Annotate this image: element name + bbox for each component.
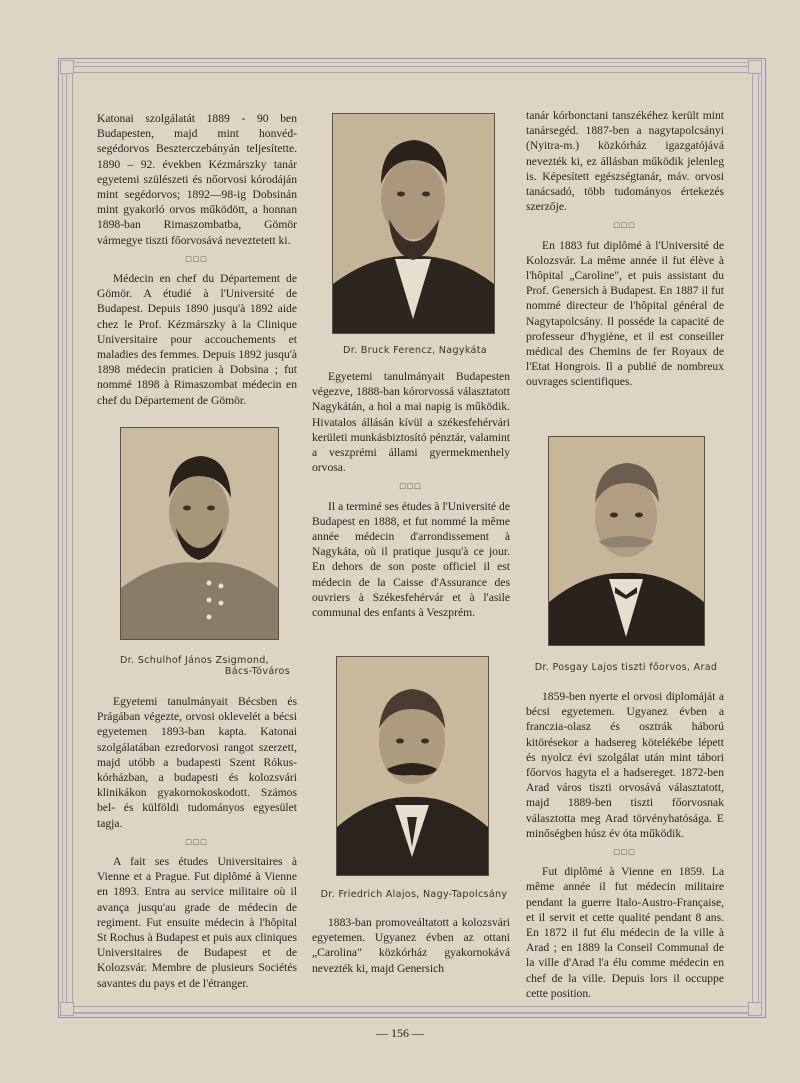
corner-ornament (748, 1002, 762, 1016)
caption-schulhof-place: Bács-Tóváros (224, 666, 290, 677)
portrait-photo-posgay (548, 436, 705, 646)
caption-bruck: Dr. Bruck Ferencz, Nagykáta (343, 345, 487, 356)
right-column-bottom (526, 689, 724, 1001)
paragraph-french: Fut diplômé à Vienne en 1859. La même année il fut médecin militaire pendant la guerre Italo-Austro-Française, et il servit et cette qualité pendant 8 ans. En 1872 il fut élu médecin de la ville à Arad ; en 1889 la Conseil Communal de la ville d'Arad l'a élu comme médecin en chef de la ville. Depuis lors il occuppe cette position. (526, 865, 724, 1000)
page-number: — 156 — (376, 1026, 424, 1040)
paragraph-hungarian: Katonai szolgálatát 1889 - 90 ben Budapesten, majd mint honvéd-segédorvos Beszterczebányán teljesítette. 1890 – 92. években Kézmárszky tanár egyetemi szülészeti és nőorvosi kórodáján mint segédorvos; 1892—98-ig Dobsinán mint gyakorló orvos működött, a honnan 1898-ban Rimaszombatba, Gömör vármegye tiszti főorvosává neveztetett ki. (97, 112, 297, 247)
border-band-bottom (70, 1006, 752, 1013)
corner-ornament (748, 60, 762, 74)
paragraph-hungarian: 1883-ban promoveáltatott a kolozsvári egyetemen. Ugyanez évben az ottani „Carolina" közkórház gyakornokává nevezték ki, majd Genersich (312, 916, 510, 975)
border-band-right (752, 70, 759, 1010)
left-column-bottom (97, 694, 297, 991)
middle-column-bottom (312, 915, 510, 976)
border-band-left (66, 70, 73, 1010)
section-separator: □□□ (613, 847, 637, 858)
caption-schulhof (120, 655, 300, 677)
corner-ornament (60, 1002, 74, 1016)
portrait-photo-schulhof (120, 427, 279, 640)
paragraph-hungarian: 1859-ben nyerte el orvosi diplomáját a bécsi egyetemen. Ugyanez évben a franczia-olasz és osztrák háború kitörésekor a hadsereg kötelékébe lépett és nyolcz évi szolgálat után mint tábori főorvos hagyta el a hadsereget. 1872-ben Arad város tiszti orvosává választatott, majd 1889-ben tiszti főorvosnak választotta meg Arad törvényhatósága. E minőségben húsz év óta működik. (526, 690, 724, 840)
section-separator: □□□ (613, 220, 637, 231)
paragraph-french: Médecin en chef du Département de Gömör. A étudié à l'Université de Budapest. Depuis 1890 jusqu'à 1892 aide chez le Prof. Kézmárszky à la Clinique Universitaire pour accouchements et maladies des femmes. Depuis 1892 jusqu'à 1898 médecin praticien à Dobsina ; fut nommé 1898 à Rimaszombat médecin en chef du Département de Gömör. (97, 272, 297, 407)
left-column-top (97, 111, 297, 408)
portrait-photo-friedrich (336, 656, 489, 876)
border-band-top (70, 66, 752, 73)
caption-schulhof-name: Dr. Schulhof János Zsigmond, (120, 655, 269, 666)
portrait-image (549, 437, 704, 645)
paragraph-hungarian: tanár kórbonctani tanszékéhez került mint tanársegéd. 1887-ben a nagytapolcsányi (Nyitra-m.) közkórház igazgatójává nevezték ki, ez állásban működik jelenleg is. Képesített egészségtanár, máv. orvosi tanácsadó, több tudományos értekezés szerzője. (526, 109, 724, 214)
paragraph-hungarian: Egyetemi tanulmányait Bécsben és Prágában végezte, orvosi oklevelét a bécsi egyetemen 1893-ban kapta. Katonai szolgálatában ezredorvosi rangot szerzett, majd utóbb a budapesti Szent Rókus-kórházban, a budapesti és kolozsvári klinikákon gyakornokoskodott. Számos bel- és külföldi tudományos egyesület tagja. (97, 695, 297, 830)
middle-column-top (312, 369, 510, 620)
paragraph-french: A fait ses études Universitaires à Vienne et a Prague. Fut diplômé à Vienne en 1893. Entra au service militaire où il avança jusqu'au grade de médecin de regiment. Fut ensuite médecin à l'hôpital St Rochus à Budapest et puis aux cliniques Universitaires de Budapest et de Kolozsvár. Membre de plusieurs Sociétés savantes du pays et de l'étranger. (97, 855, 297, 990)
paragraph-french: En 1883 fut diplômé à l'Université de Kolozsvár. La même année il fut élève à l'hôpital „Caroline", et puis assistant du Prof. Genersich à Budapest. En 1887 il fut nommé directeur de l'hôpital général de Nagytapolcsány. Il posséde la capacité de professeur d'hygiène, et il est conseiller médical des Chemins de fer Royaux de l'Etat Hongrois. Il a publié de nombreux ouvrages scientifiques. (526, 238, 724, 389)
portrait-image (333, 114, 494, 333)
portrait-image (121, 428, 278, 639)
portrait-image (337, 657, 488, 875)
paragraph-hungarian: Egyetemi tanulmányait Budapesten végezve, 1888-ban kórorvossá választatott Nagykátán, a hol a mai napig is működik. Hivatalos állásán kívül a székesfehérvári kerületi munkásbiztosító pénztár, valamint a veszprémi állami gyermekmenhely orvosa. (312, 370, 510, 475)
portrait-photo-bruck (332, 113, 495, 334)
section-separator: □□□ (399, 481, 423, 492)
right-column-top (526, 108, 724, 390)
section-separator: □□□ (185, 836, 209, 847)
caption-friedrich: Dr. Friedrich Alajos, Nagy-Tapolcsány (320, 889, 508, 900)
caption-posgay: Dr. Posgay Lajos tiszti főorvos, Arad (534, 662, 718, 673)
corner-ornament (60, 60, 74, 74)
paragraph-french: Il a terminé ses études à l'Université de Budapest en 1888, et fut nommé la même année médecin d'arrondissement à Nagykáta, où il pratique jusqu'à ce jour. En dehors de son poste officiel il est médecin de la Caisse d'Assurance des ouvriers à Székesfehérvár et à l'asile communal des enfants à Veszprém. (312, 499, 510, 620)
section-separator: □□□ (185, 253, 209, 264)
